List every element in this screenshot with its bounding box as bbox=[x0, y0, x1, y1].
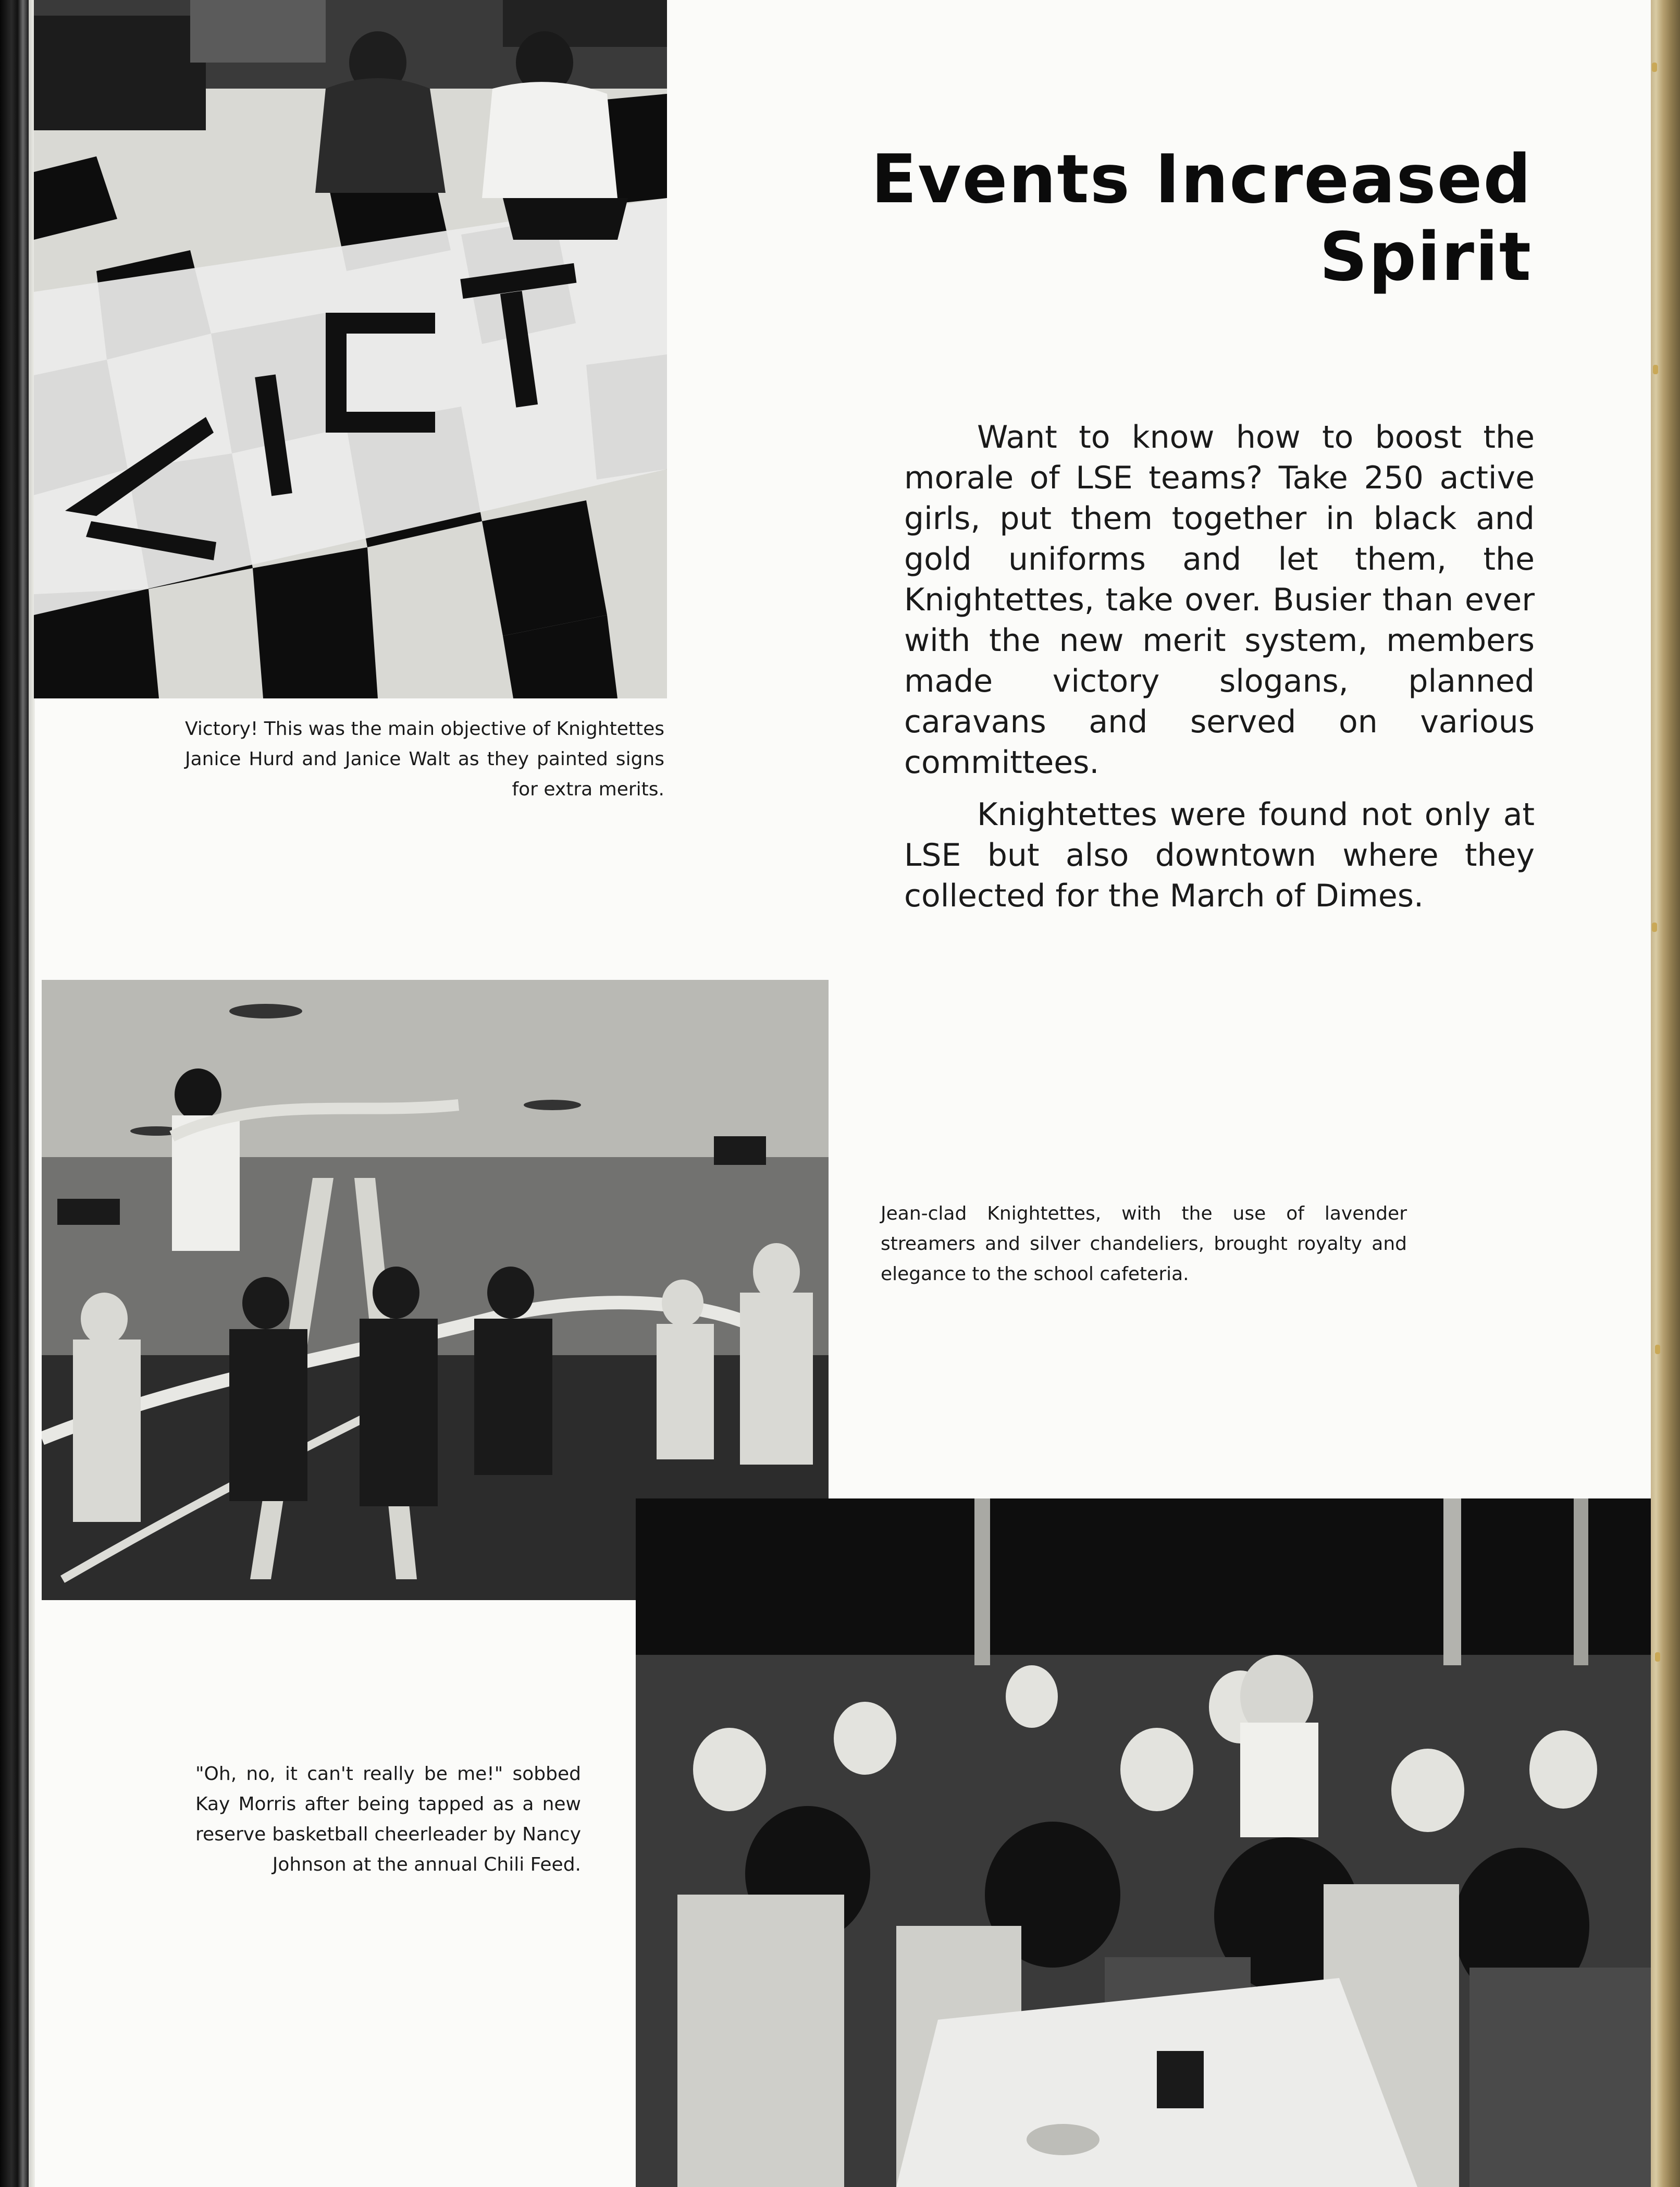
page-edge-speck bbox=[1655, 1345, 1660, 1354]
caption-chili-feed: "Oh, no, it can't really be me!" sobbed Kay Morris after being tapped as a new reserve basketball cheerleader by Nancy Johnson at the annual Chili Feed. bbox=[195, 1763, 581, 1875]
body-paragraph-1: Want to know how to boost the morale of LSE teams? Take 250 active girls, put them together in black and gold uniforms and let them, the Knightettes, take over. Busier than ever with the new merit system, members made victory slogans, planned caravans and served on various committees. bbox=[904, 419, 1535, 781]
book-binding bbox=[0, 0, 29, 2187]
page-edge-speck bbox=[1652, 923, 1657, 932]
photo-chili-feed bbox=[636, 1498, 1651, 2187]
body-paragraph-2: Knightettes were found not only at LSE but also downtown where they collected for the March of Dimes. bbox=[904, 796, 1535, 914]
page-title: Events Increased Spirit bbox=[871, 141, 1532, 296]
photo-victory-sign bbox=[34, 0, 667, 698]
page-edge bbox=[1651, 0, 1680, 2187]
caption-cafeteria: Jean-clad Knightettes, with the use of lavender streamers and silver chandeliers, brought royalty and elegance to the school cafeteria. bbox=[881, 1203, 1407, 1285]
caption-victory: Victory! This was the main objective of Knightettes Janice Hurd and Janice Walt as they painted signs for extra merits. bbox=[185, 718, 664, 800]
page-edge-speck bbox=[1655, 1652, 1660, 1662]
article-body bbox=[904, 417, 1535, 928]
page-edge-speck bbox=[1652, 63, 1657, 72]
page-edge-speck bbox=[1653, 365, 1658, 374]
